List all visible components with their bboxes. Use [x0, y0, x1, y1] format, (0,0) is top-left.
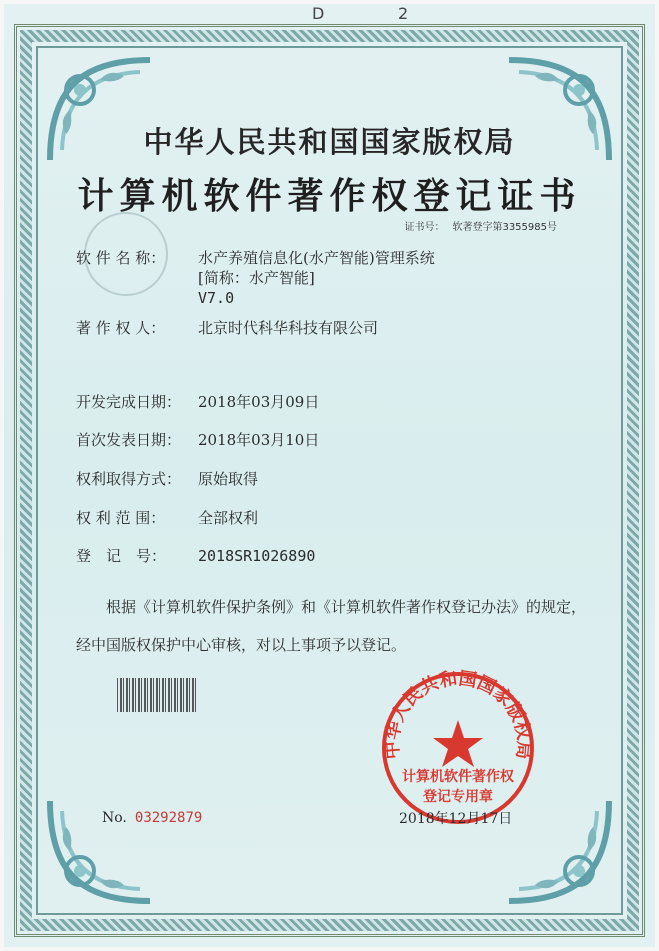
issue-date: 2018年12月17日 [399, 811, 513, 827]
statement-paragraph: 根据《计算机软件保护条例》和《计算机软件著作权登记办法》的规定，经中国版权保护中心审核，对以上事项予以登记。 [76, 598, 587, 654]
field-label: 权利取得方式： [76, 470, 182, 488]
field-value: 水产养殖信息化(水产智能)管理系统 [198, 249, 435, 267]
certificate-number [404, 218, 557, 233]
field-label: 权 利 范 围： [76, 509, 166, 527]
handwritten-mark: D [312, 4, 325, 23]
barcode-icon [117, 678, 197, 712]
field-value: 2018年03月10日 [198, 431, 320, 449]
field-value: 2018年03月09日 [198, 393, 320, 411]
certificate-number-label: 证书号： [404, 222, 445, 233]
field-label: 首次发表日期： [76, 431, 182, 449]
field-label: 软 件 名 称： [76, 249, 166, 267]
corner-ornament-icon [40, 791, 160, 911]
field-value: [简称：水产智能] [198, 269, 315, 287]
handwritten-mark: 2 [398, 4, 409, 23]
field-label: 登 记 号： [76, 547, 167, 565]
serial-number [102, 810, 202, 826]
field-label: 著 作 权 人： [76, 319, 166, 337]
certificate-number-value: 软著登字第3355985号 [452, 222, 557, 233]
issuer-title: 中华人民共和国国家版权局 [143, 125, 516, 159]
serial-value: 03292879 [134, 810, 203, 826]
seal-line2: 登记专用章 [423, 789, 493, 805]
seal-line1: 计算机软件著作权 [402, 769, 514, 785]
official-seal [378, 668, 538, 828]
field-value: 北京时代科华科技有限公司 [198, 319, 379, 337]
field-value: V7.0 [198, 289, 235, 307]
field-value: 全部权利 [198, 509, 259, 527]
serial-label: No. [102, 810, 127, 826]
field-value: 2018SR1026890 [198, 547, 316, 565]
certificate-title: 计算机软件著作权登记证书 [77, 176, 582, 217]
field-label: 开发完成日期： [76, 393, 182, 411]
field-value: 原始取得 [198, 470, 259, 488]
seal-arc-text: 中华人民共和国国家版权局 [381, 668, 535, 760]
star-icon [433, 720, 483, 767]
